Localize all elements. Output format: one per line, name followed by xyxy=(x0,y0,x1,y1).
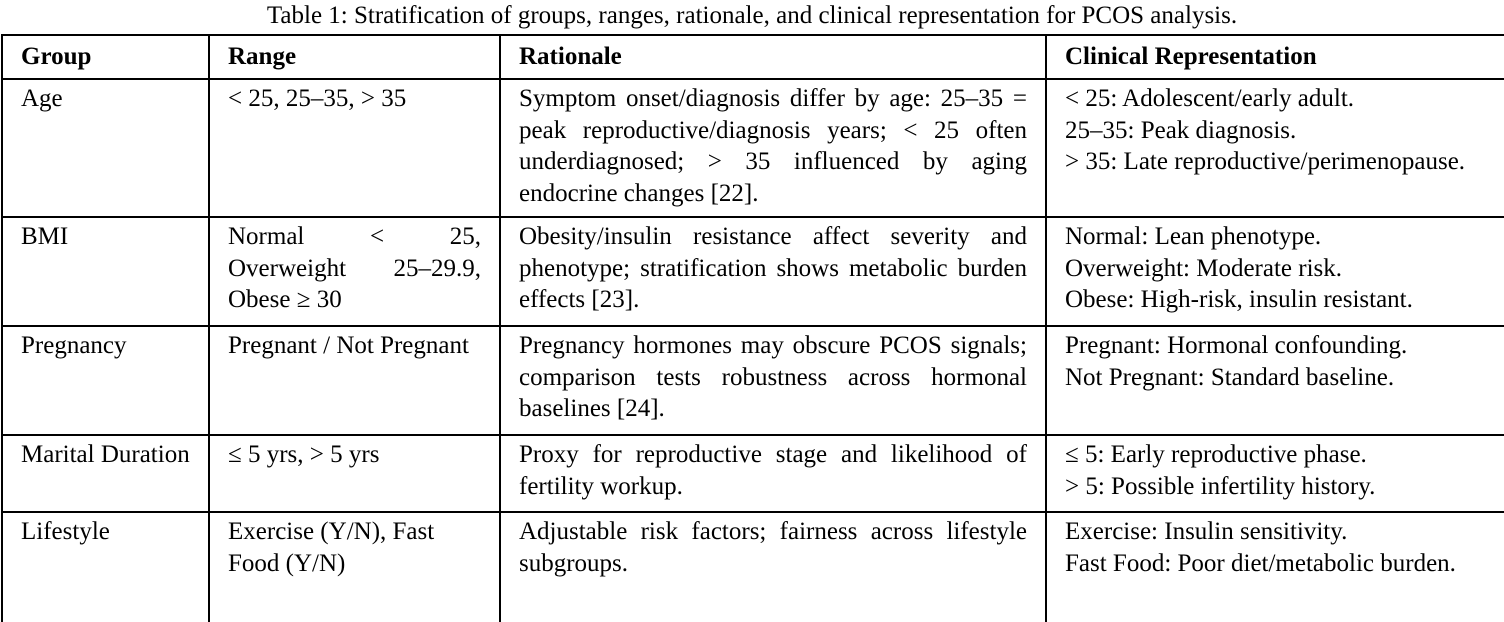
cell-range: Pregnant / Not Pregnant xyxy=(209,326,500,435)
clinical-line: Not Pregnant: Standard baseline. xyxy=(1065,363,1395,391)
table-row xyxy=(2,512,1504,622)
clinical-line: > 5: Possible infertility history. xyxy=(1065,472,1376,500)
clinical-line: > 35: Late reproductive/perimenopause. xyxy=(1065,148,1466,175)
clinical-line: < 25: Adolescent/early adult. xyxy=(1065,85,1355,112)
table-row xyxy=(2,435,1504,512)
clinical-line: 25–35: Peak diagnosis. xyxy=(1065,116,1297,144)
cell-clinical xyxy=(1046,512,1504,622)
cell-range: ≤ 5 yrs, > 5 yrs xyxy=(209,435,500,512)
table-header-row xyxy=(2,35,1504,79)
cell-rationale: Symptom onset/diagnosis differ by age: 25–35 = peak reproductive/diagnosis years; < 25 often underdiagnosed; > 35 influenced by aging endocrine changes [22]. xyxy=(500,79,1046,217)
cell-rationale: Adjustable risk factors; fairness across lifestyle subgroups. xyxy=(500,512,1046,622)
cell-group: Lifestyle xyxy=(2,512,209,622)
clinical-line: Obese: High-risk, insulin resistant. xyxy=(1065,286,1413,313)
clinical-line: Exercise: Insulin sensitivity. xyxy=(1065,518,1348,545)
clinical-line: Normal: Lean phenotype. xyxy=(1065,223,1322,250)
cell-range: < 25, 25–35, > 35 xyxy=(209,79,500,217)
stratification-table xyxy=(1,34,1504,622)
header-group: Group xyxy=(2,35,209,79)
header-rationale: Rationale xyxy=(500,35,1046,79)
cell-group: BMI xyxy=(2,217,209,326)
table-caption: Table 1: Stratification of groups, ranges, rationale, and clinical representation for PCOS analysis. xyxy=(266,2,1238,29)
clinical-line: ≤ 5: Early reproductive phase. xyxy=(1065,441,1367,468)
cell-range: Exercise (Y/N), Fast Food (Y/N) xyxy=(209,512,500,622)
cell-rationale: Proxy for reproductive stage and likelihood of fertility workup. xyxy=(500,435,1046,512)
cell-rationale: Pregnancy hormones may obscure PCOS signals; comparison tests robustness across hormonal baselines [24]. xyxy=(500,326,1046,435)
header-range: Range xyxy=(209,35,500,79)
table-row xyxy=(2,326,1504,435)
cell-group: Pregnancy xyxy=(2,326,209,435)
clinical-line: Pregnant: Hormonal confounding. xyxy=(1065,332,1408,359)
clinical-line: Fast Food: Poor diet/metabolic burden. xyxy=(1065,549,1456,577)
table-row xyxy=(2,217,1504,326)
clinical-line: Overweight: Moderate risk. xyxy=(1065,254,1343,282)
header-clinical-representation: Clinical Representation xyxy=(1046,35,1504,79)
cell-clinical xyxy=(1046,79,1504,217)
cell-clinical xyxy=(1046,435,1504,512)
cell-clinical xyxy=(1046,326,1504,435)
cell-clinical xyxy=(1046,217,1504,326)
cell-rationale: Obesity/insulin resistance affect severity and phenotype; stratification shows metabolic burden effects [23]. xyxy=(500,217,1046,326)
cell-group: Age xyxy=(2,79,209,217)
cell-range: Normal < 25, Overweight 25–29.9, Obese ≥ 30 xyxy=(209,217,500,326)
cell-group: Marital Duration xyxy=(2,435,209,512)
table-row xyxy=(2,79,1504,217)
